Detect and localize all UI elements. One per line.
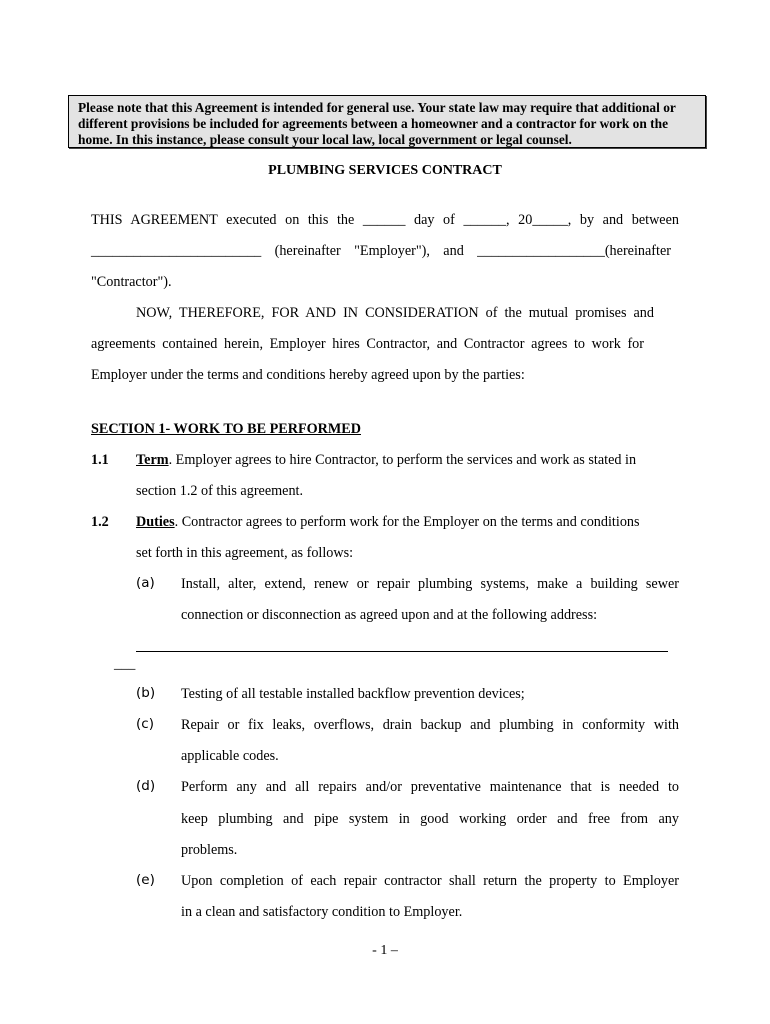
- item-d-line-2: keep plumbing and pipe system in good working order and free from any: [181, 811, 679, 827]
- item-a-letter: (a): [136, 575, 155, 591]
- item-d-line-1: Perform any and all repairs and/or preventative maintenance that is needed to: [181, 779, 679, 795]
- address-blank-tail: ___: [114, 656, 136, 672]
- general-use-notice: [68, 95, 706, 148]
- intro-line-3: "Contractor").: [91, 274, 172, 290]
- clause-1-1-text: . Employer agrees to hire Contractor, to perform the services and work as stated in: [168, 452, 637, 468]
- item-e-letter: (e): [136, 872, 155, 888]
- item-e-line-2: in a clean and satisfactory condition to Employer.: [181, 904, 463, 920]
- item-b-line-1: Testing of all testable installed backflow prevention devices;: [181, 686, 525, 702]
- item-e-line-1: Upon completion of each repair contractor shall return the property to Employer: [181, 873, 679, 889]
- consideration-line-3: Employer under the terms and conditions hereby agreed upon by the parties:: [91, 367, 525, 383]
- clause-1-1-line-2: section 1.2 of this agreement.: [136, 483, 304, 499]
- clause-1-1-term: Term: [136, 452, 169, 468]
- clause-1-2-line-1: [136, 514, 640, 531]
- clause-1-1-line-1: [136, 452, 636, 469]
- clause-1-2-term: Duties: [136, 514, 175, 530]
- consideration-line-2: agreements contained herein, Employer hires Contractor, and Contractor agrees to work for: [91, 336, 644, 352]
- contract-title: PLUMBING SERVICES CONTRACT: [268, 163, 502, 178]
- item-c-line-1: Repair or fix leaks, overflows, drain backup and plumbing in conformity with: [181, 717, 679, 733]
- item-b-letter: (b): [136, 685, 156, 701]
- clause-1-1-number: 1.1: [91, 452, 109, 468]
- clause-1-2-line-2: set forth in this agreement, as follows:: [136, 545, 354, 561]
- address-blank-line: [136, 651, 668, 652]
- item-a-line-1: Install, alter, extend, renew or repair plumbing systems, make a building sewer: [181, 576, 679, 592]
- intro-line-2: ________________________ (hereinafter "Employer"), and __________________(hereinafter: [91, 243, 671, 259]
- item-d-line-3: problems.: [181, 842, 238, 858]
- clause-1-2-text: . Contractor agrees to perform work for the Employer on the terms and conditions: [174, 514, 640, 530]
- notice-line-3: home. In this instance, please consult your local law, local government or legal counsel.: [78, 132, 572, 147]
- intro-line-1: THIS AGREEMENT executed on this the ______ day of ______, 20_____, by and between: [91, 212, 679, 228]
- notice-line-2: different provisions be included for agreements between a homeowner and a contractor for work on the: [78, 116, 669, 131]
- item-a-line-2: connection or disconnection as agreed upon and at the following address:: [181, 607, 598, 623]
- section-1-heading: SECTION 1- WORK TO BE PERFORMED: [91, 421, 361, 437]
- notice-line-1: Please note that this Agreement is intended for general use. Your state law may require that additional or: [78, 100, 676, 115]
- page-number: - 1 –: [372, 943, 398, 958]
- item-d-letter: (d): [136, 778, 156, 794]
- consideration-line-1: NOW, THEREFORE, FOR AND IN CONSIDERATION of the mutual promises and: [136, 305, 654, 321]
- clause-1-2-number: 1.2: [91, 514, 109, 530]
- item-c-letter: (c): [136, 716, 154, 732]
- item-c-line-2: applicable codes.: [181, 748, 279, 764]
